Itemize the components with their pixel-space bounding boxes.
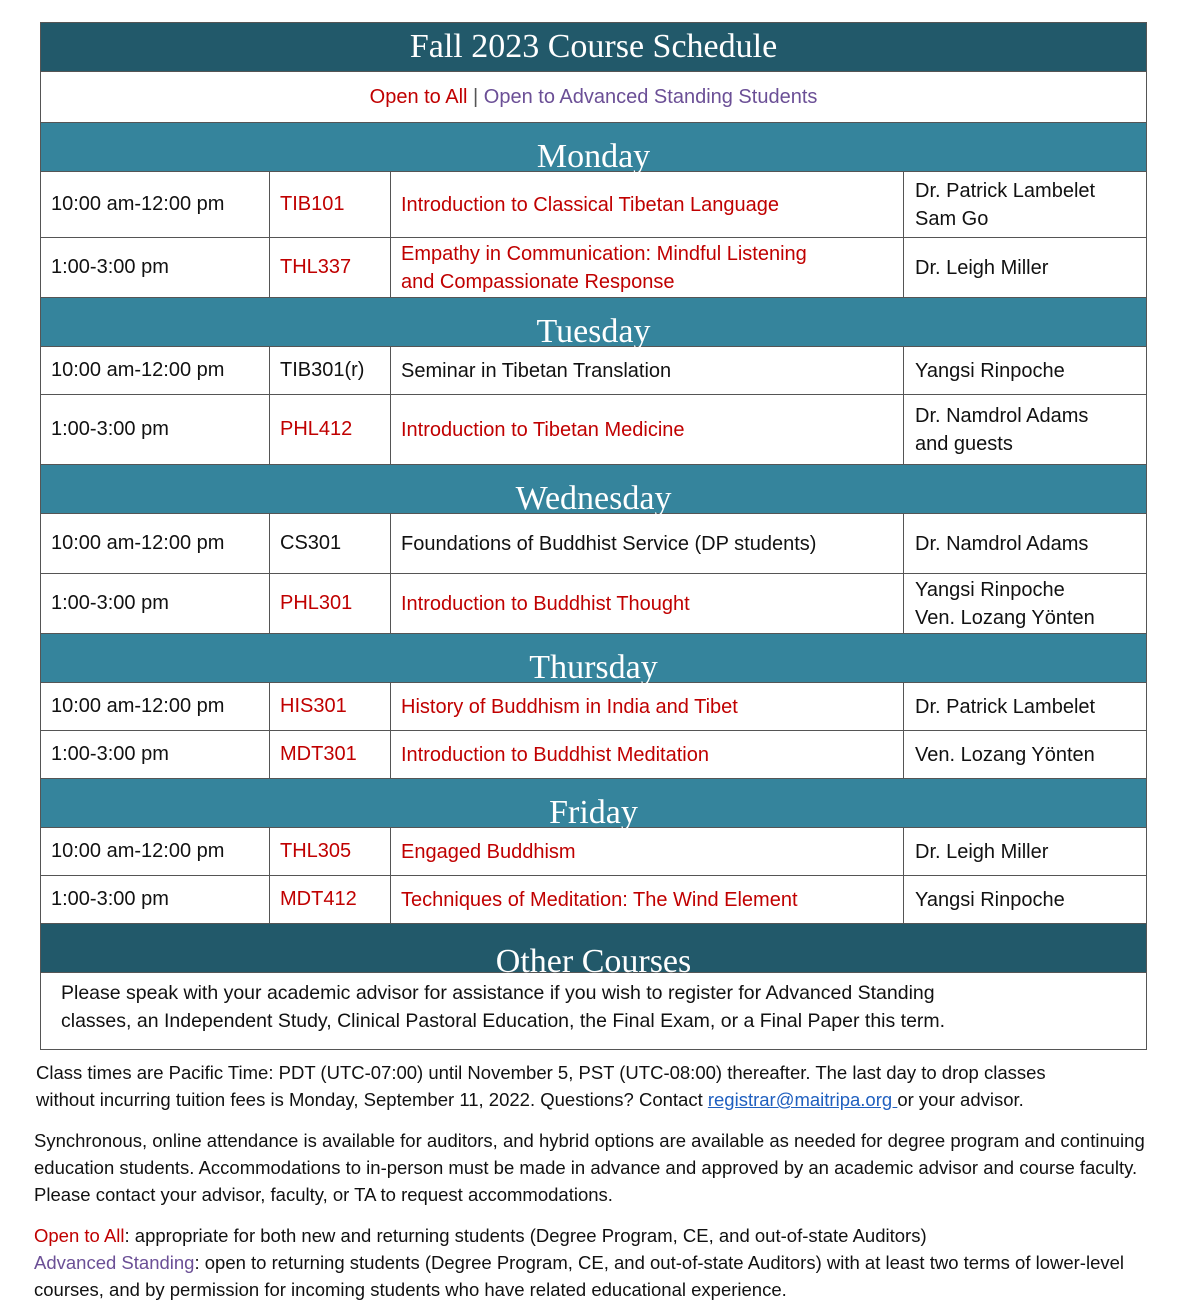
course-title: Techniques of Meditation: The Wind Element (391, 876, 904, 924)
course-title: Introduction to Buddhist Meditation (391, 731, 904, 779)
day-header-thursday (41, 634, 1147, 683)
course-code: TIB301(r) (270, 347, 391, 395)
time-cell: 1:00-3:00 pm (41, 574, 270, 634)
time-cell: 10:00 am-12:00 pm (41, 514, 270, 574)
page-title: Fall 2023 Course Schedule (41, 23, 1147, 72)
day-name: Friday (549, 794, 638, 831)
legend-advanced-standing: Open to Advanced Standing Students (483, 85, 818, 108)
course-row (41, 514, 1147, 574)
course-code: PHL301 (270, 574, 391, 634)
title-row (41, 23, 1147, 72)
course-title: History of Buddhism in India and Tibet (391, 683, 904, 731)
course-row (41, 347, 1147, 395)
registrar-email-link[interactable]: registrar@maitripa.org (707, 1089, 898, 1110)
course-code: THL337 (270, 238, 391, 298)
time-cell: 1:00-3:00 pm (41, 731, 270, 779)
course-title: Introduction to Buddhist Thought (391, 574, 904, 634)
time-cell: 10:00 am-12:00 pm (41, 683, 270, 731)
instructor-cell: Dr. Leigh Miller (904, 238, 1147, 298)
instructor-cell: Yangsi Rinpoche (904, 347, 1147, 395)
course-row (41, 731, 1147, 779)
course-row (41, 238, 1147, 298)
course-code: MDT301 (270, 731, 391, 779)
course-row (41, 876, 1147, 924)
course-title: Introduction to Classical Tibetan Language (391, 172, 904, 238)
course-row (41, 395, 1147, 465)
instructor-cell: Yangsi Rinpoche (904, 876, 1147, 924)
course-title: Seminar in Tibetan Translation (391, 347, 904, 395)
course-title: Engaged Buddhism (391, 828, 904, 876)
attendance-note: Synchronous, online attendance is available for auditors, and hybrid options are available as needed for degree program and continuing education students. Accommodations to in-person must be made in advance and approved by an academic advisor and course faculty. Please contact your advisor, faculty, or TA to request accommodations. (34, 1130, 1145, 1205)
course-code: TIB101 (270, 172, 391, 238)
course-code: THL305 (270, 828, 391, 876)
course-code: PHL412 (270, 395, 391, 465)
day-name: Tuesday (536, 313, 651, 350)
course-title: Foundations of Buddhist Service (DP students) (391, 514, 904, 574)
course-row (41, 683, 1147, 731)
time-cell: 10:00 am-12:00 pm (41, 172, 270, 238)
timezone-note (36, 1059, 1166, 1113)
legend-open-to-all: Open to All (369, 85, 468, 108)
day-header-wednesday (41, 465, 1147, 514)
schedule-table (40, 22, 1147, 1050)
day-name: Wednesday (515, 480, 672, 517)
day-header-friday (41, 779, 1147, 828)
instructor-cell: Dr. Namdrol Adams (904, 514, 1147, 574)
day-name: Monday (536, 138, 651, 175)
other-courses-header (41, 924, 1147, 973)
course-code: CS301 (270, 514, 391, 574)
course-schedule (40, 22, 1146, 1050)
course-title: Introduction to Tibetan Medicine (391, 395, 904, 465)
time-cell: 1:00-3:00 pm (41, 395, 270, 465)
instructor-cell: Dr. Leigh Miller (904, 828, 1147, 876)
course-row (41, 172, 1147, 238)
course-row (41, 574, 1147, 634)
instructor-cell: Yangsi Rinpoche Ven. Lozang Yönten (904, 574, 1147, 634)
advanced-standing-definition: Advanced Standing: open to returning students (Degree Program, CE, and out-of-state Auditors) with at least two terms of lower-level courses, and by permission for incoming students who have related educational experience. (34, 1252, 1125, 1300)
instructor-cell: Dr. Namdrol Adams and guests (904, 395, 1147, 465)
day-header-tuesday (41, 298, 1147, 347)
timezone-line-2: without incurring tuition fees is Monday, September 11, 2022. Questions? Contact registrar@maitripa.org or your advisor. (36, 1089, 1024, 1110)
time-cell: 10:00 am-12:00 pm (41, 347, 270, 395)
other-courses-note: Please speak with your academic advisor for assistance if you wish to register for Advanced Standing classes, an Independent Study, Clinical Pastoral Education, the Final Exam, or a Final Paper this term. (41, 973, 1147, 1050)
course-code: HIS301 (270, 683, 391, 731)
legend-row (41, 72, 1147, 123)
course-row (41, 828, 1147, 876)
time-cell: 1:00-3:00 pm (41, 876, 270, 924)
category-legend (34, 1222, 1164, 1303)
day-name: Thursday (529, 649, 658, 686)
instructor-cell: Dr. Patrick Lambelet (904, 683, 1147, 731)
legend-separator: | (467, 85, 484, 108)
instructor-cell: Dr. Patrick Lambelet Sam Go (904, 172, 1147, 238)
course-code: MDT412 (270, 876, 391, 924)
time-cell: 10:00 am-12:00 pm (41, 828, 270, 876)
instructor-cell: Ven. Lozang Yönten (904, 731, 1147, 779)
course-title: Empathy in Communication: Mindful Listening and Compassionate Response (391, 238, 904, 298)
other-courses-title: Other Courses (495, 943, 692, 980)
time-cell: 1:00-3:00 pm (41, 238, 270, 298)
timezone-line-1: Class times are Pacific Time: PDT (UTC-07:00) until November 5, PST (UTC-08:00) thereafter. The last day to drop classes (36, 1062, 1046, 1083)
day-header-monday (41, 123, 1147, 172)
open-to-all-definition: Open to All: appropriate for both new and returning students (Degree Program, CE, and out-of-state Auditors) (34, 1225, 927, 1246)
